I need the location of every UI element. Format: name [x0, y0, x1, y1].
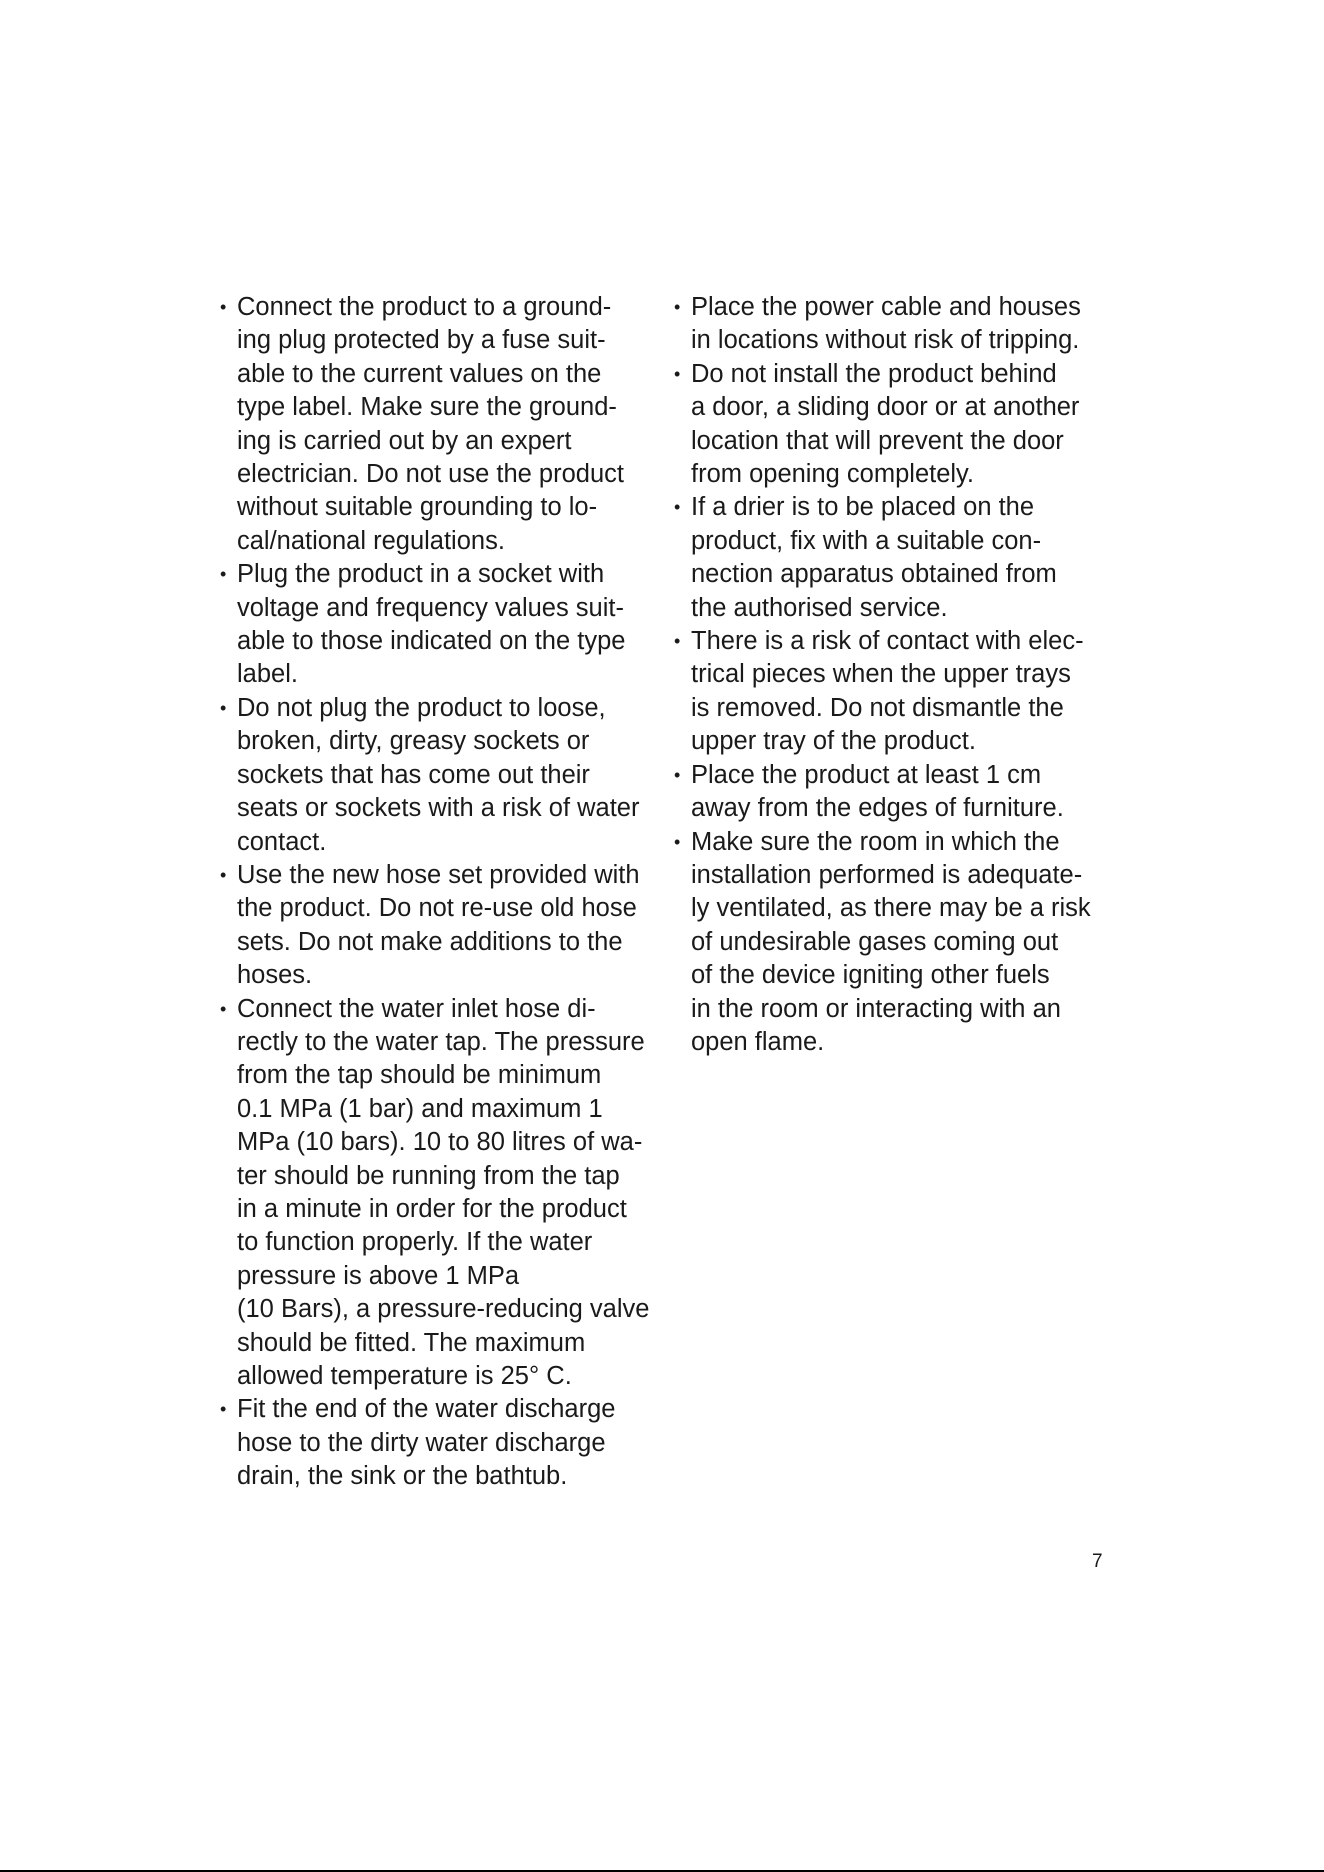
- text-line: ly ventilated, as there may be a risk: [691, 894, 1091, 923]
- text-line: ing is carried out by an expert: [237, 426, 572, 455]
- bullet-item: [220, 692, 660, 859]
- text-line: hoses.: [237, 961, 313, 990]
- text-line: broken, dirty, greasy sockets or: [237, 727, 590, 756]
- text-line: MPa (10 bars). 10 to 80 litres of wa-: [237, 1128, 643, 1157]
- text-line: • Make sure the room in which the: [691, 827, 1060, 856]
- bullet-item: [674, 291, 1114, 358]
- text-line: from the tap should be minimum: [237, 1061, 602, 1090]
- bullet-item: [220, 291, 660, 558]
- bullet-item: [674, 826, 1114, 1060]
- bullet-item: [220, 558, 660, 692]
- text-line: 0.1 MPa (1 bar) and maximum 1: [237, 1094, 603, 1123]
- text-line: to function properly. If the water: [237, 1228, 593, 1257]
- text-line: ter should be running from the tap: [237, 1161, 620, 1190]
- text-line: location that will prevent the door: [691, 426, 1064, 455]
- text-line: • Do not plug the product to loose,: [237, 693, 606, 722]
- text-line: • Place the power cable and houses: [691, 293, 1081, 321]
- text-line: trical pieces when the upper trays: [691, 660, 1071, 689]
- text-line: sockets that has come out their: [237, 760, 590, 789]
- text-line: in locations without risk of tripping.: [691, 326, 1080, 355]
- text-line: from opening completely.: [691, 460, 975, 489]
- text-line: cal/national regulations.: [237, 526, 505, 555]
- text-line: • Plug the product in a socket with: [237, 560, 605, 589]
- bullet-item: [674, 491, 1114, 625]
- text-line: (10 Bars), a pressure-reducing valve: [237, 1295, 650, 1324]
- text-line: open flame.: [691, 1027, 825, 1056]
- text-line: rectly to the water tap. The pressure: [237, 1027, 645, 1056]
- bullet-item: [220, 859, 660, 993]
- text-line: • Connect the water inlet hose di-: [237, 994, 596, 1023]
- text-line: the authorised service.: [691, 593, 948, 622]
- text-line: • Use the new hose set provided with: [237, 860, 640, 889]
- text-line: product, fix with a suitable con-: [691, 526, 1042, 555]
- text-line: of the device igniting other fuels: [691, 961, 1050, 990]
- text-line: • There is a risk of contact with elec-: [691, 627, 1084, 656]
- text-line: • Fit the end of the water discharge: [237, 1395, 616, 1424]
- bullet-item: [220, 1393, 660, 1493]
- text-line: ing plug protected by a fuse suit-: [237, 326, 606, 355]
- text-line: • Place the product at least 1 cm: [691, 760, 1042, 789]
- text-line: drain, the sink or the bathtub.: [237, 1462, 568, 1491]
- text-line: allowed temperature is 25° C.: [237, 1362, 572, 1390]
- text-line: installation performed is adequate-: [691, 860, 1083, 889]
- text-line: hose to the dirty water discharge: [237, 1428, 606, 1457]
- text-line: a door, a sliding door or at another: [691, 393, 1080, 422]
- text-line: able to those indicated on the type: [237, 627, 626, 656]
- text-line: sets. Do not make additions to the: [237, 927, 623, 956]
- text-line: • Connect the product to a ground-: [237, 293, 612, 321]
- text-line: in a minute in order for the product: [237, 1194, 627, 1223]
- text-line: nection apparatus obtained from: [691, 560, 1057, 589]
- text-line: upper tray of the product.: [691, 727, 976, 756]
- bullet-item: [674, 358, 1114, 492]
- text-line: able to the current values on the: [237, 359, 602, 388]
- text-line: the product. Do not re-use old hose: [237, 894, 637, 923]
- text-line: • Do not install the product behind: [691, 359, 1057, 388]
- page-number: 7: [1092, 1551, 1103, 1572]
- bullet-item: [220, 993, 660, 1394]
- text-line: away from the edges of furniture.: [691, 794, 1064, 823]
- text-line: pressure is above 1 MPa: [237, 1261, 520, 1290]
- text-line: without suitable grounding to lo-: [237, 493, 598, 522]
- text-line: • If a drier is to be placed on the: [691, 493, 1035, 522]
- bullet-item: [674, 759, 1114, 826]
- text-line: label.: [237, 660, 298, 689]
- left-column: [220, 291, 660, 1494]
- bullet-item: [674, 625, 1114, 759]
- text-line: in the room or interacting with an: [691, 994, 1061, 1023]
- text-line: contact.: [237, 827, 327, 856]
- text-line: is removed. Do not dismantle the: [691, 693, 1064, 722]
- text-line: voltage and frequency values suit-: [237, 593, 624, 622]
- text-line: should be fitted. The maximum: [237, 1328, 586, 1357]
- text-line: seats or sockets with a risk of water: [237, 794, 640, 823]
- text-line: electrician. Do not use the product: [237, 460, 624, 489]
- text-line: of undesirable gases coming out: [691, 927, 1059, 956]
- text-line: type label. Make sure the ground-: [237, 393, 617, 422]
- right-column: [674, 291, 1114, 1059]
